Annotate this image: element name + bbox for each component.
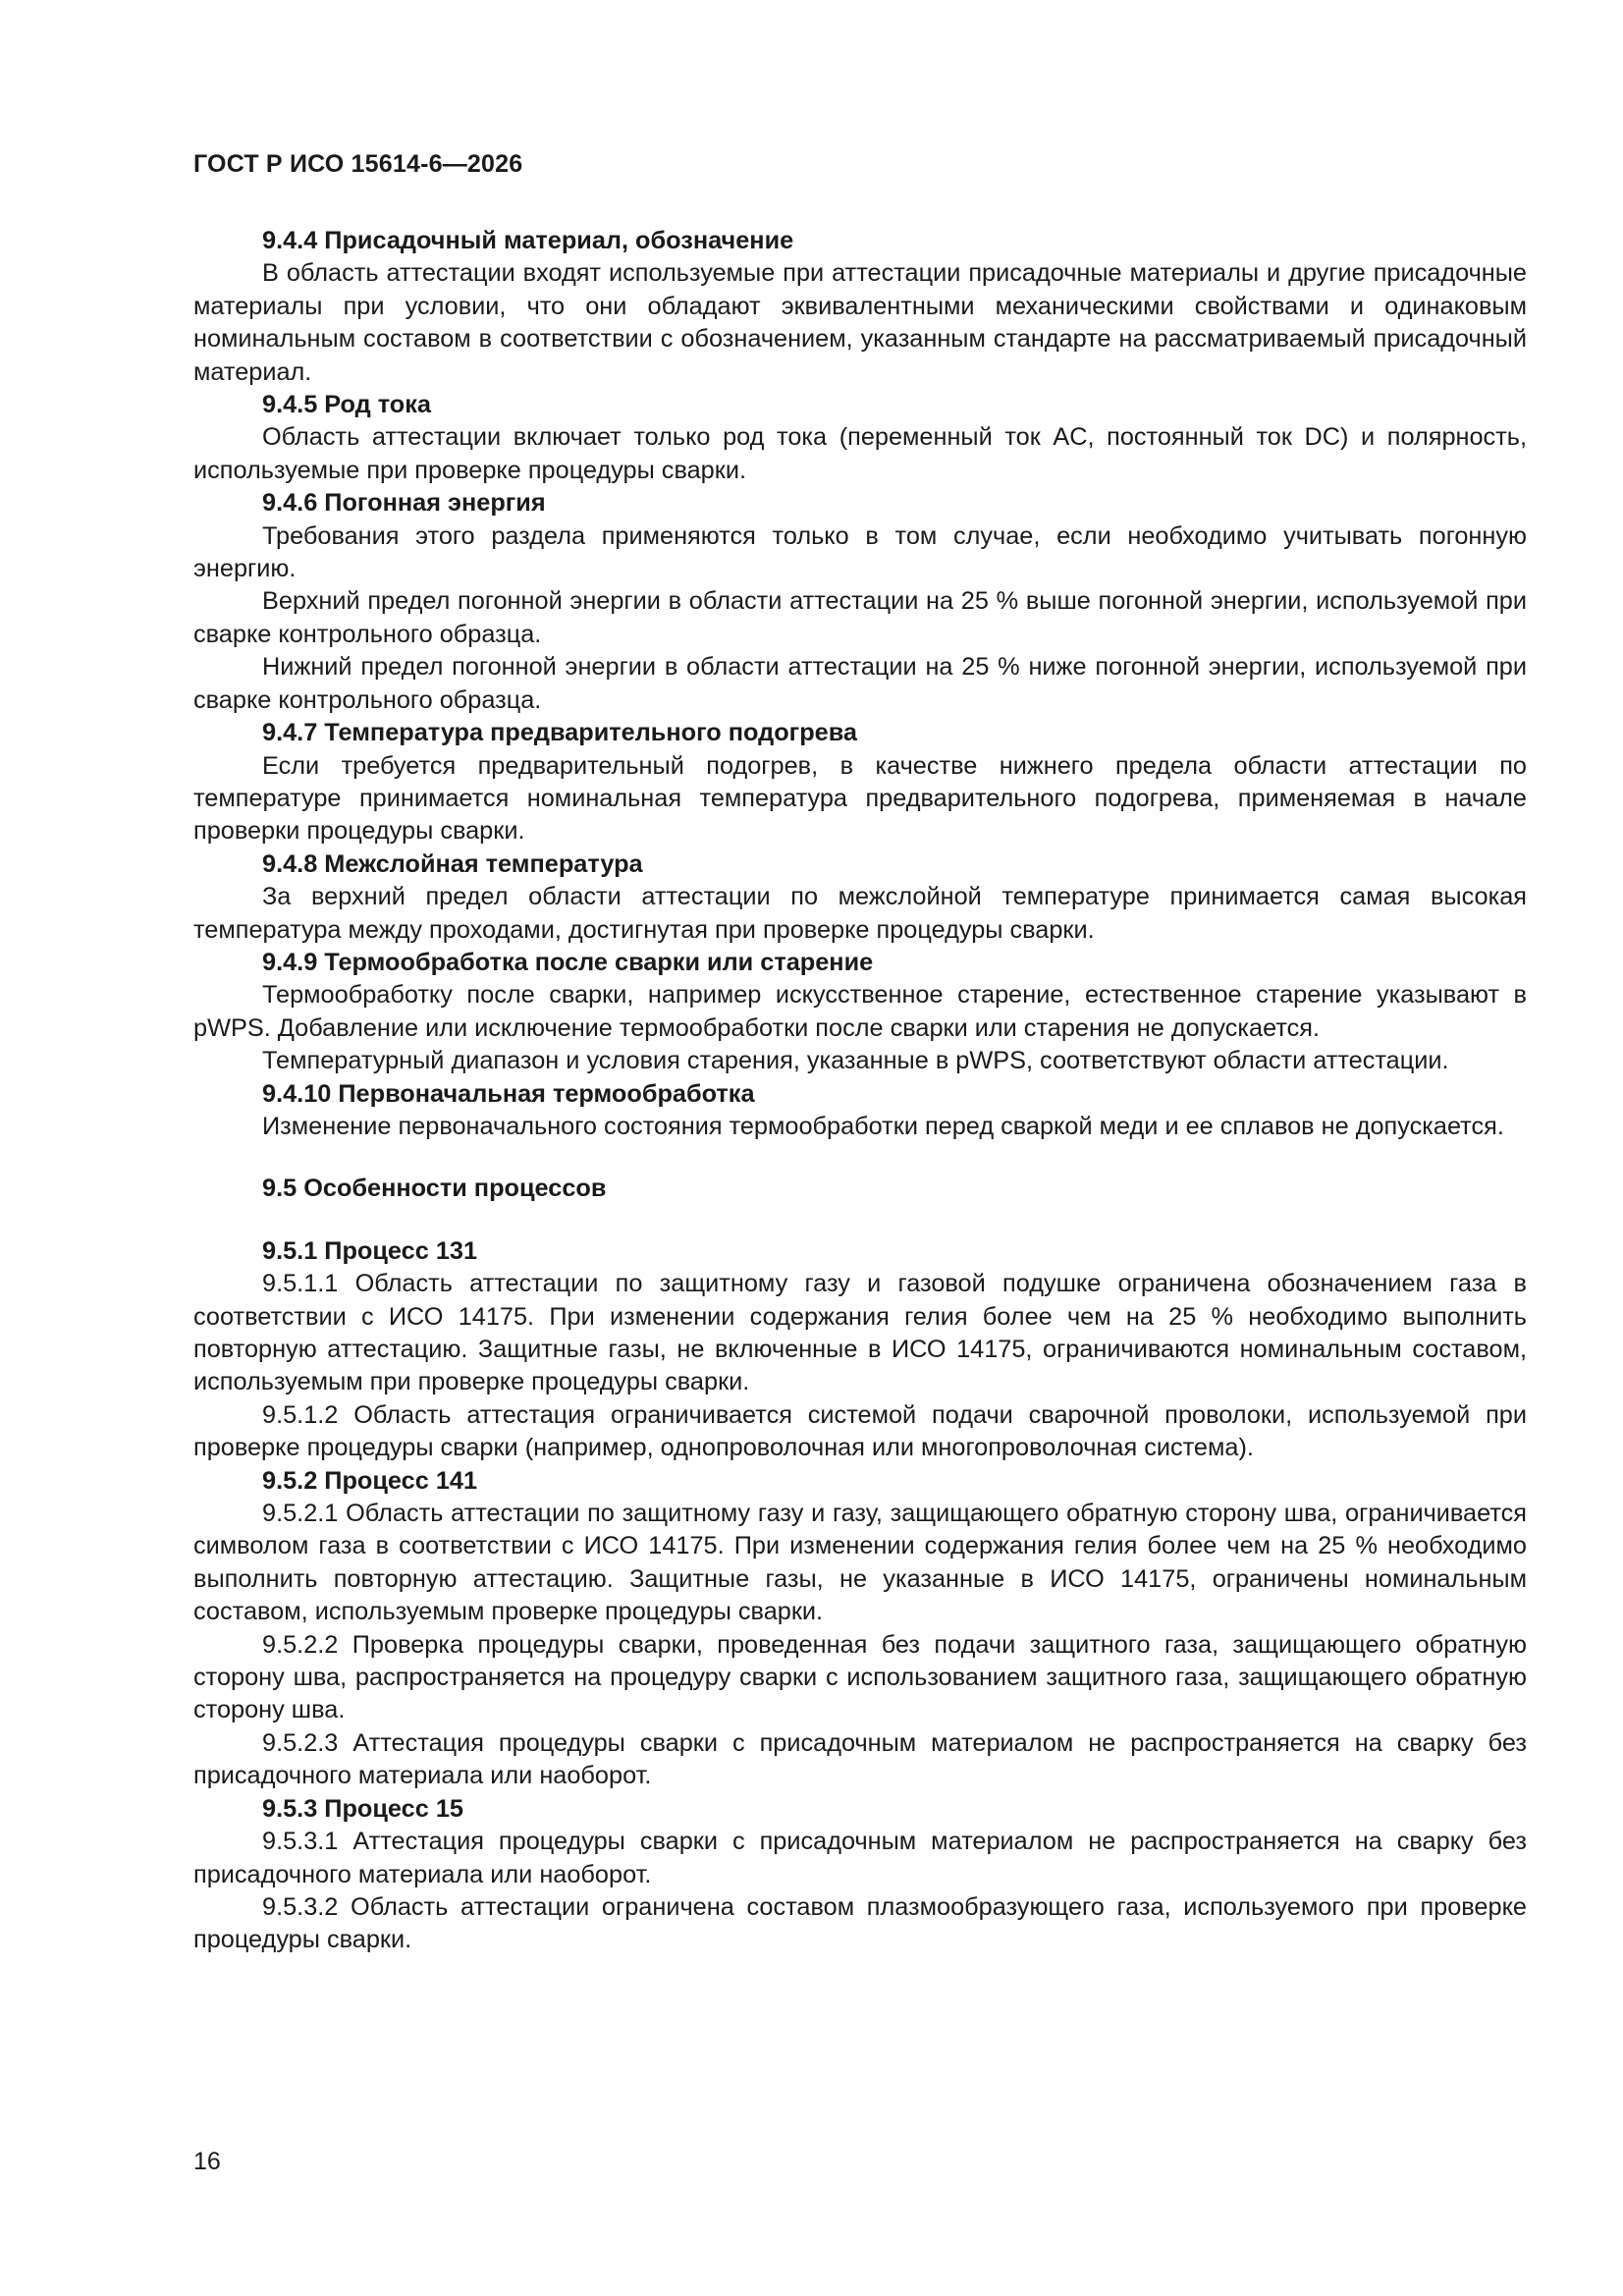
paragraph: Температурный диапазон и условия старения, указанные в pWPS, соответствуют области аттестации. bbox=[262, 1047, 1449, 1075]
document-header: ГОСТ Р ИСО 15614-6—2026 bbox=[193, 150, 523, 178]
paragraph: 9.5.3.2 Область аттестации ограничена составом плазмообразующего газа, используемого при проверке процедуры сварки. bbox=[193, 1892, 1527, 1954]
paragraph: За верхний предел области аттестации по межслойной температуре принимается самая высокая температура между проходами, достигнутая при проверке процедуры сварки. bbox=[193, 883, 1527, 944]
paragraph: Требования этого раздела применяются только в том случае, если необходимо учитывать погонную энергию. bbox=[193, 521, 1527, 583]
document-body bbox=[193, 225, 1527, 1957]
paragraph: Изменение первоначального состояния термообработки перед сваркой меди и ее сплавов не допускается. bbox=[262, 1112, 1504, 1140]
paragraph: 9.5.2.3 Аттестация процедуры сварки с присадочным материалом не распространяется на сварку без присадочного материала или наоборот. bbox=[193, 1728, 1527, 1790]
paragraph: В область аттестации входят используемые при аттестации присадочные материалы и другие присадочные материалы при условии, что они обладают эквивалентными механическими свойствами и одинаковым номинальным составом в соответствии с обозначением, указанным стандарте на рассматриваемый присадочный материал. bbox=[193, 259, 1527, 386]
section-heading: 9.4.6 Погонная энергия bbox=[262, 489, 546, 518]
paragraph: Верхний предел погонной энергии в области аттестации на 25 % выше погонной энергии, используемой при сварке контрольного образца. bbox=[193, 587, 1527, 648]
paragraph: 9.5.1.2 Область аттестация ограничивается системой подачи сварочной проволоки, используемой при проверке процедуры сварки (например, однопроволочная или многопроволочная система). bbox=[193, 1400, 1527, 1462]
section-heading: 9.5.2 Процесс 141 bbox=[262, 1466, 478, 1495]
section-heading: 9.4.4 Присадочный материал, обозначение bbox=[262, 227, 794, 254]
paragraph: 9.5.2.2 Проверка процедуры сварки, проведенная без подачи защитного газа, защищающего обратную сторону шва, распространяется на процедуру сварки с использованием защитного газа, защищающего обратную сторону шва. bbox=[193, 1630, 1527, 1724]
page-number: 16 bbox=[193, 2148, 221, 2175]
paragraph: Область аттестации включает только род тока (переменный ток AC, постоянный ток DC) и полярность, используемые при проверке процедуры сварки. bbox=[193, 423, 1527, 484]
paragraph: Если требуется предварительный подогрев, в качестве нижнего предела области аттестации по температуре принимается номинальная температура предварительного подогрева, применяемая в начале проверки процедуры сварки. bbox=[193, 751, 1527, 846]
section-heading: 9.5 Особенности процессов bbox=[262, 1175, 607, 1203]
section-heading: 9.4.7 Температура предварительного подогрева bbox=[262, 719, 858, 747]
section-heading: 9.4.9 Термообработка после сварки или старение bbox=[262, 948, 874, 976]
section-heading: 9.4.5 Род тока bbox=[262, 391, 431, 419]
section-heading: 9.4.10 Первоначальная термообработка bbox=[262, 1079, 755, 1108]
paragraph: Нижний предел погонной энергии в области аттестации на 25 % ниже погонной энергии, используемой при сварке контрольного образца. bbox=[193, 653, 1527, 714]
section-heading: 9.5.1 Процесс 131 bbox=[262, 1236, 478, 1265]
paragraph: 9.5.2.1 Область аттестации по защитному газу и газу, защищающего обратную сторону шва, ограничивается символом газа в соответствии с ИСО 14175. При изменении содержания гелия более чем на 25 % необходимо выполнить повторную аттестацию. Защитные газы, не указанные в ИСО 14175, ограничены номинальным составом, используемым проверке процедуры сварки. bbox=[193, 1500, 1527, 1626]
section-heading: 9.5.3 Процесс 15 bbox=[262, 1794, 463, 1823]
paragraph: 9.5.1.1 Область аттестации по защитному газу и газовой подушке ограничена обозначением газа в соответствии с ИСО 14175. При изменении содержания гелия более чем на 25 % необходимо выполнить повторную аттестацию. Защитные газы, не включенные в ИСО 14175, ограничиваются номинальным составом, используемым при проверке процедуры сварки. bbox=[193, 1270, 1527, 1396]
paragraph: Термообработку после сварки, например искусственное старение, естественное старение указывают в pWPS. Добавление или исключение термообработки после сварки или старения не допускается. bbox=[193, 981, 1527, 1042]
section-heading: 9.4.8 Межслойная температура bbox=[262, 849, 643, 878]
paragraph: 9.5.3.1 Аттестация процедуры сварки с присадочным материалом не распространяется на сварку без присадочного материала или наоборот. bbox=[193, 1828, 1527, 1888]
